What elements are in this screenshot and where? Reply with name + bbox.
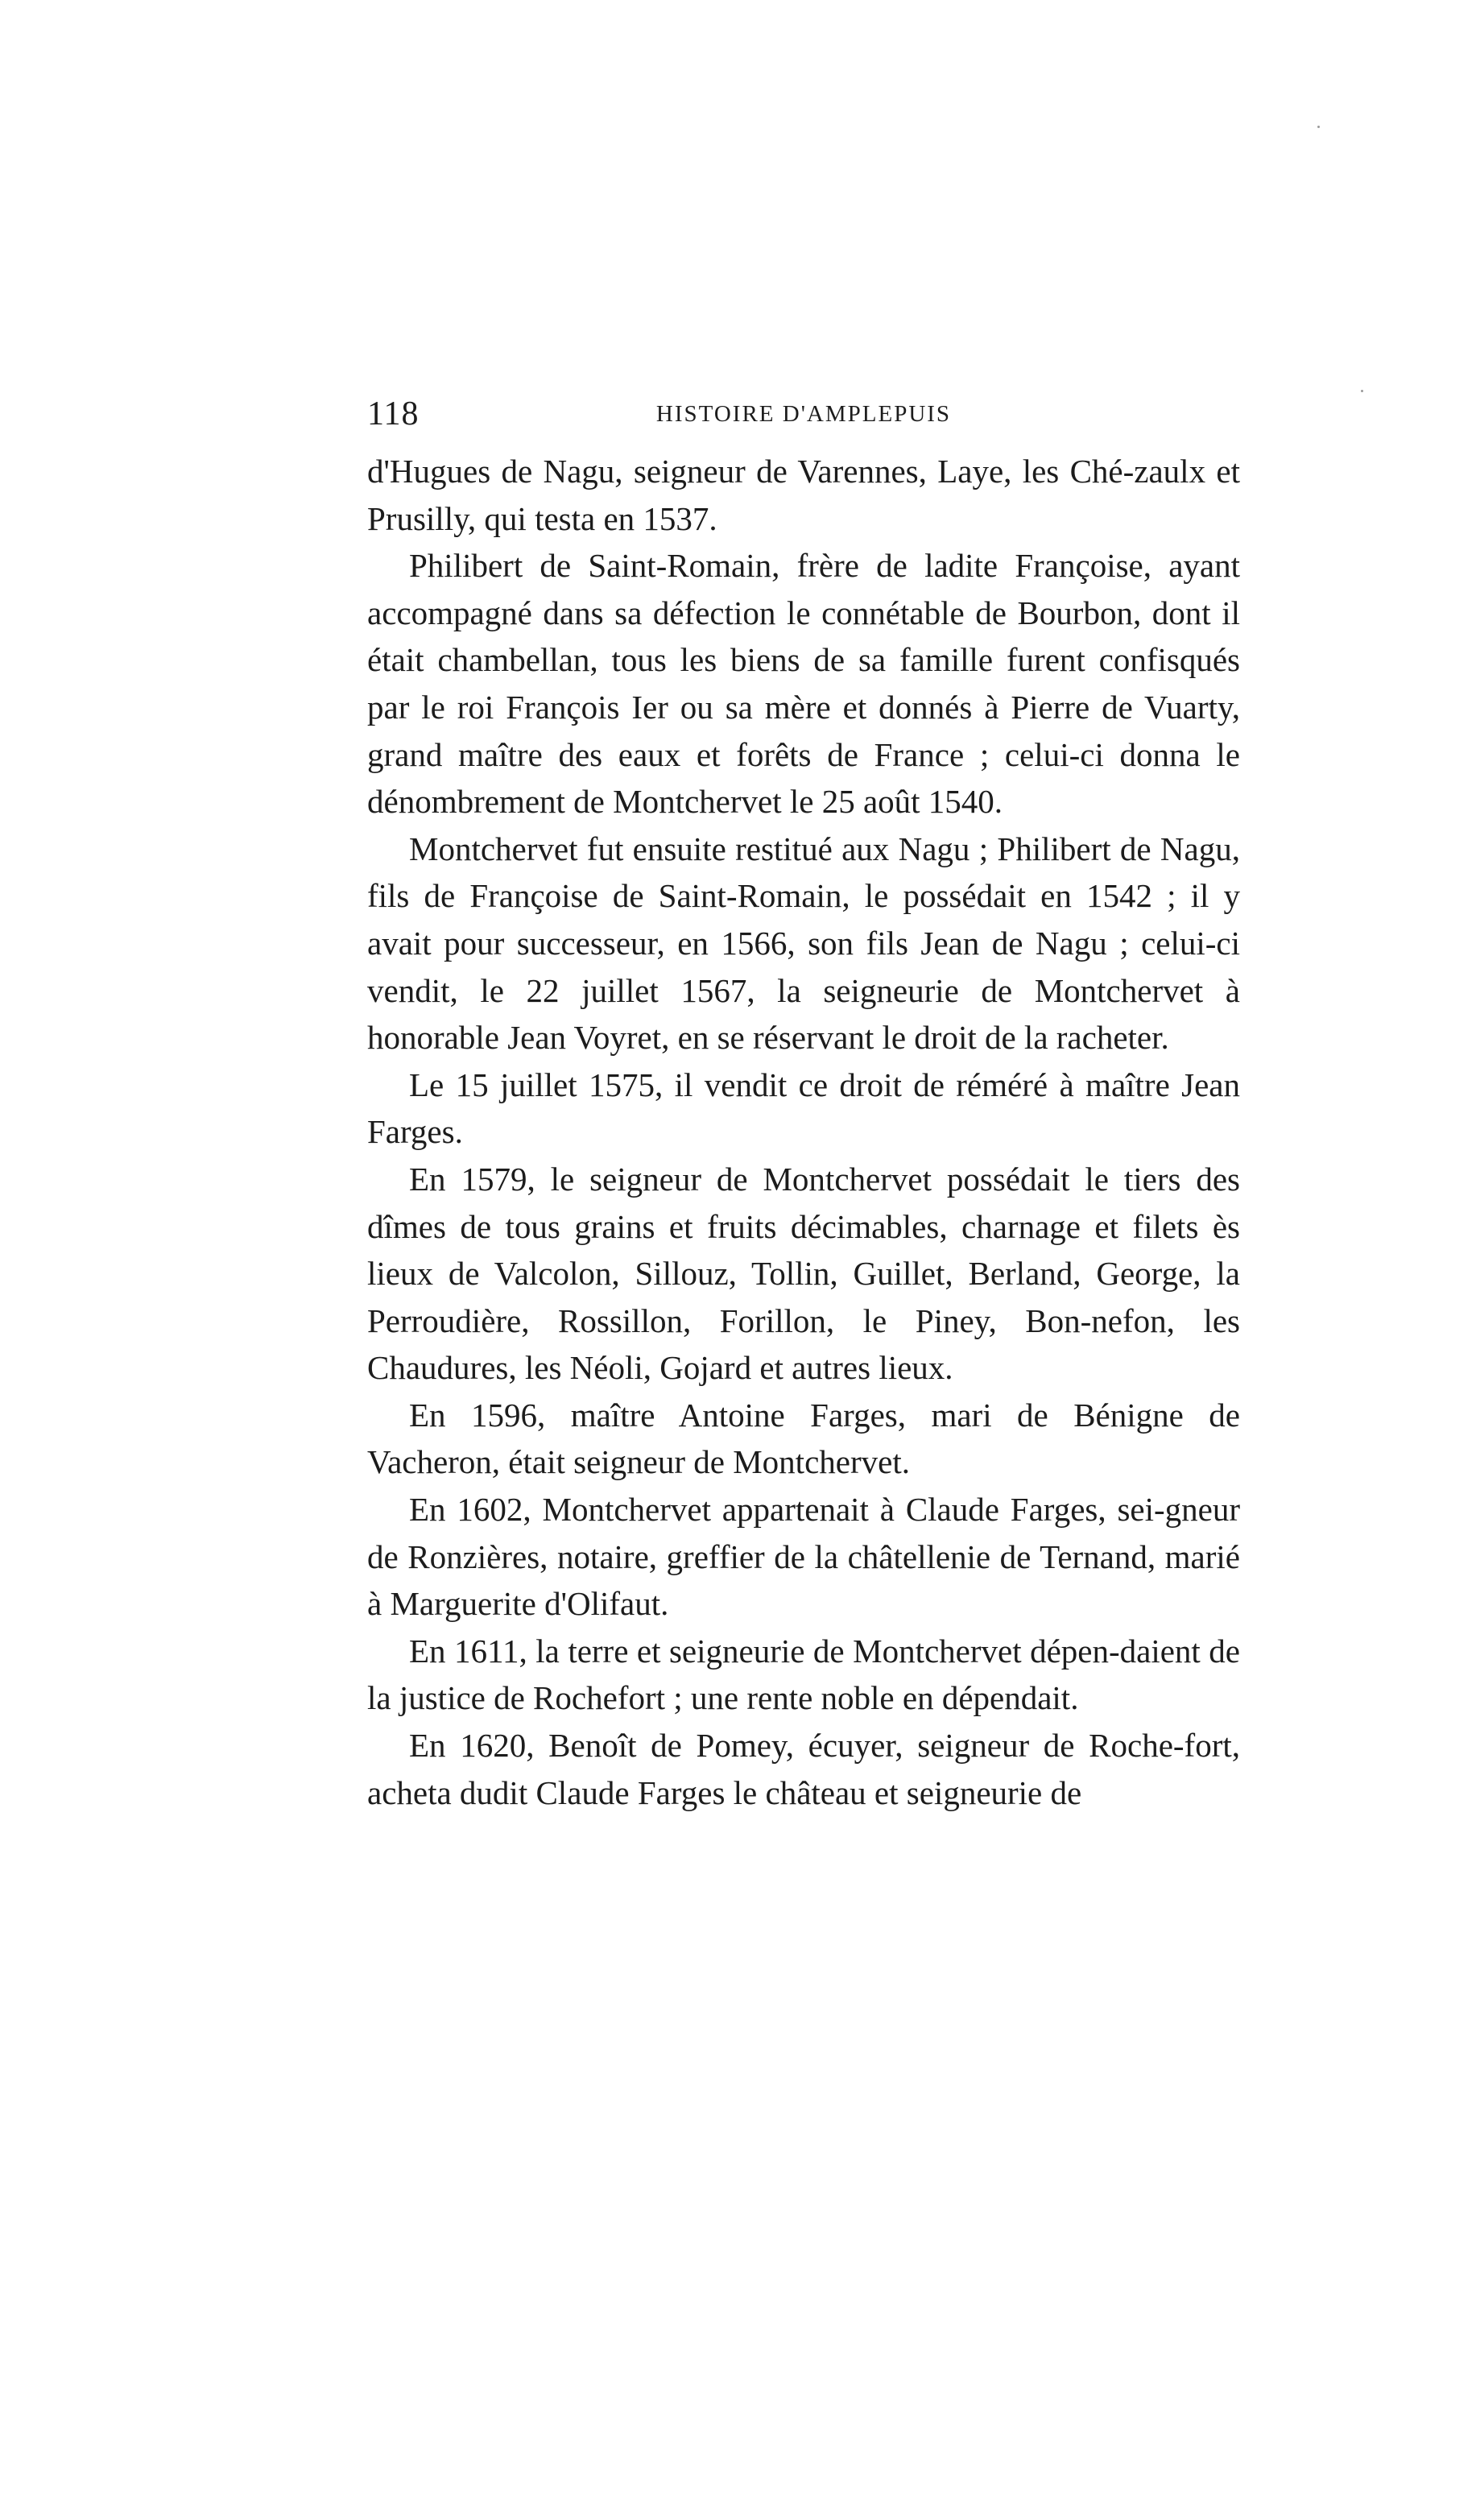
paragraph: Le 15 juillet 1575, il vendit ce droit de réméré à maître Jean Farges.	[367, 1066, 1240, 1151]
paragraph-continuation: d'Hugues de Nagu, seigneur de Varennes, Laye, les Ché-zaulx et Prusilly, qui testa en 1537.	[367, 453, 1240, 537]
paragraph: En 1596, maître Antoine Farges, mari de Bénigne de Vacheron, était seigneur de Montchervet.	[367, 1396, 1240, 1481]
paper-speck	[1317, 126, 1320, 128]
paragraph: Philibert de Saint-Romain, frère de ladite Françoise, ayant accompagné dans sa défection le connétable de Bourbon, dont il était chambellan, tous les biens de sa famille furent confisqués par le roi François Ier ou sa mère et donnés à Pierre de Vuarty, grand maître des eaux et forêts de France ; celui-ci donna le dénombrement de Montchervet le 25 août 1540.	[367, 547, 1240, 821]
paragraph: En 1620, Benoît de Pomey, écuyer, seigneur de Roche-fort, acheta dudit Claude Farges le château et seigneurie de	[367, 1727, 1240, 1811]
paragraph: En 1579, le seigneur de Montchervet possédait le tiers des dîmes de tous grains et fruits décimables, charnage et filets ès lieux de Valcolon, Sillouz, Tollin, Guillet, Berland, George, la Perroudière, Rossillon, Forillon, le Piney, Bon-nefon, les Chaudures, les Néoli, Gojard et autres lieux.	[367, 1160, 1240, 1387]
paragraph: En 1602, Montchervet appartenait à Claude Farges, sei-gneur de Ronzières, notaire, greffier de la châtellenie de Ternand, marié à Marguerite d'Olifaut.	[367, 1491, 1240, 1623]
paragraph: En 1611, la terre et seigneurie de Montchervet dépen-daient de la justice de Rochefort ; une rente noble en dépendait.	[367, 1632, 1240, 1717]
running-title: HISTOIRE D'AMPLEPUIS	[655, 401, 952, 427]
body-text	[367, 448, 1240, 1816]
page-number: 118	[367, 395, 420, 432]
paragraph: Montchervet fut ensuite restitué aux Nagu ; Philibert de Nagu, fils de Françoise de Saint-Romain, le possédait en 1542 ; il y avait pour successeur, en 1566, son fils Jean de Nagu ; celui-ci vendit, le 22 juillet 1567, la seigneurie de Montchervet à honorable Jean Voyret, en se réservant le droit de la racheter.	[367, 830, 1240, 1057]
page-header	[367, 390, 1240, 438]
paper-speck	[1361, 390, 1363, 392]
